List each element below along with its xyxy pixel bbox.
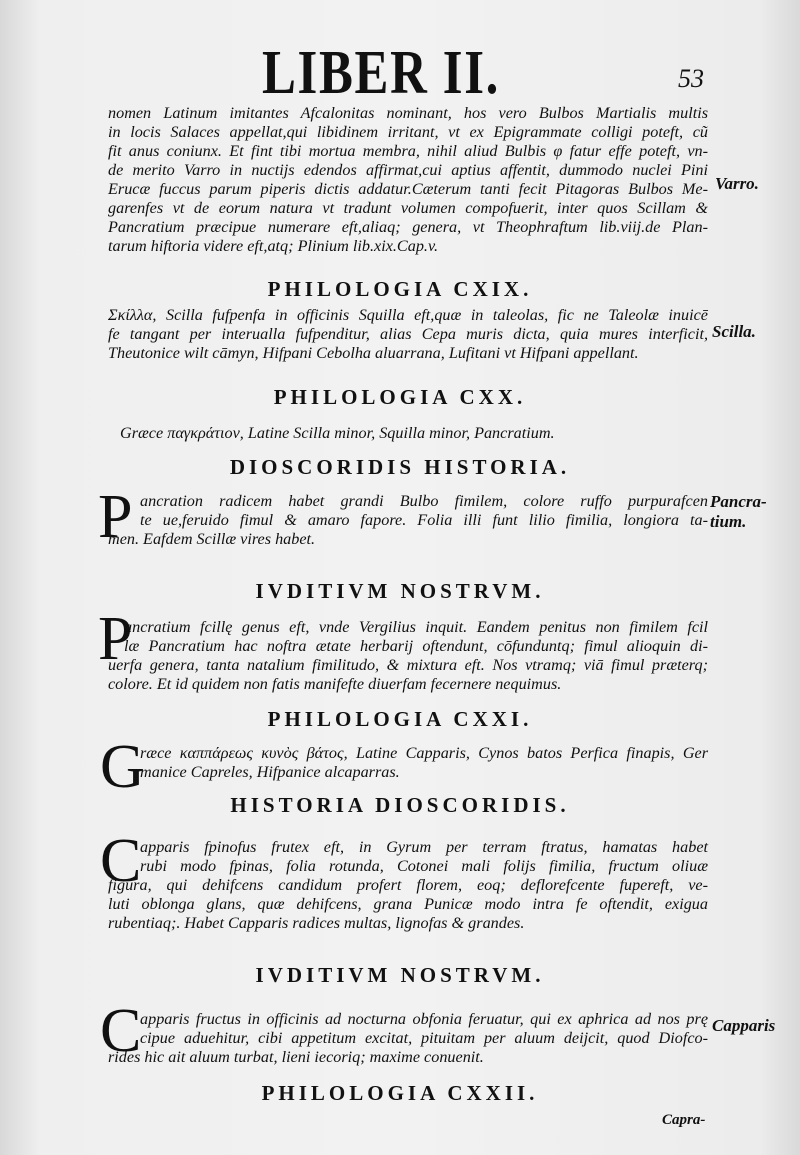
text-line: manice Capreles, Hifpanice alcaparras. bbox=[140, 763, 400, 781]
text-line: apparis fpinofus frutex eft, in Gyrum per terram ftratus, hamatas habet bbox=[140, 838, 708, 856]
margin-note-varro: Varro. bbox=[715, 174, 759, 193]
section-heading-iuditium-nostrum-2: IVDITIVM NOSTRVM. bbox=[255, 963, 545, 987]
paragraph-capparis-names bbox=[140, 744, 708, 782]
text-line: Pancratium præcipue numerare eft,aliaq; genera, vt Theophraftum lib.viij.de Plan- bbox=[108, 218, 708, 236]
text-line: Σκίλλα, Scilla fufpenfa in officinis Squilla eft,quæ in taleolas, fic ne Taleolæ inuicē bbox=[108, 306, 708, 324]
text-line: nomen Latinum imitantes Afcalonitas nominant, hos vero Bulbos Martialis multis bbox=[108, 104, 708, 122]
text-line: læ Pancratium hac noftra ætate herbarij oftendunt, cōfunduntq; fimul alioquin di- bbox=[124, 637, 708, 655]
catchword: Capra- bbox=[662, 1112, 706, 1128]
text-line: rides hic ait aluum turbat, lieni iecoriq; maxime conuenit. bbox=[108, 1048, 484, 1066]
section-heading-philologia-119: PHILOLOGIA CXIX. bbox=[267, 277, 533, 301]
text-line: cipue aduehitur, cibi appetitum excitat, pituitam per aluum deijcit, quod Diofco- bbox=[140, 1029, 708, 1047]
section-heading-philologia-122: PHILOLOGIA CXXII. bbox=[261, 1081, 539, 1105]
section-heading-iuditium-nostrum-1: IVDITIVM NOSTRVM. bbox=[255, 579, 545, 603]
text-line: luti oblonga glans, quæ dehifcens, grana Punicæ modo intra fe oftendit, exigua bbox=[108, 895, 708, 913]
drop-cap-c: C bbox=[100, 827, 142, 895]
drop-cap-p: P bbox=[98, 483, 133, 551]
section-heading-historia-dioscoridis: HISTORIA DIOSCORIDIS. bbox=[230, 793, 570, 817]
text-line: ræce καππάρεως κυνὸς βάτος, Latine Capparis, Cynos batos Perfica finapis, Ger bbox=[140, 744, 708, 762]
section-heading-dioscoridis-historia: DIOSCORIDIS HISTORIA. bbox=[229, 455, 571, 479]
drop-cap-c2: C bbox=[100, 997, 142, 1065]
text-line: garenfes vt de eorum natura vt tradunt volumen compofuerit, inter quos Scillam & bbox=[108, 199, 708, 217]
text-line: de merito Varro in nuctijs edendos affirmat,cui aptius affentit, dummodo nuclei Pini bbox=[108, 161, 708, 179]
paragraph-capparis-judgment bbox=[108, 1010, 708, 1067]
greek-latin-names-120 bbox=[120, 424, 680, 443]
paragraph-scilla bbox=[108, 306, 708, 363]
text-line: uerfa genera, tanta natalium fimilitudo, & mixtura eft. Nos vtramq; viā fimul præterq; bbox=[108, 656, 708, 674]
text-line: te ue,feruido fimul & amaro fapore. Folia illi funt lilio fimilia, longiora ta- bbox=[140, 511, 708, 529]
text-line: fe tangant per interualla fufpenditur, alias Cepa muris dicta, quia mures interficit, bbox=[108, 325, 708, 343]
text-line: Erucæ fuccus parum piperis dictis addatur.Cæterum tanti fecit Pitagoras Bulbos Me- bbox=[108, 180, 708, 198]
text-line: ancratium fcillę genus eft, vnde Vergilius inquit. Eandem penitus non fimilem fcil bbox=[124, 618, 708, 636]
drop-cap-g: G bbox=[100, 733, 145, 801]
text-line: figura, qui dehifcens candidum profert florem, eoq; deflorefcente fupereft, ve- bbox=[108, 876, 708, 894]
page-number: 53 bbox=[678, 64, 704, 93]
margin-note-line: tium. bbox=[710, 512, 747, 531]
margin-note-scilla: Scilla. bbox=[712, 322, 756, 341]
margin-note-pancratium bbox=[710, 492, 767, 532]
paragraph-pancratium-judgment bbox=[108, 618, 708, 694]
margin-note-capparis: Capparis bbox=[712, 1016, 776, 1035]
text-line: tarum hiftoria videre eft,atq; Plinium lib.xix.Cap.v. bbox=[108, 237, 438, 255]
running-head: LIBER II. bbox=[262, 39, 500, 107]
text-line: men. Eafdem Scillæ vires habet. bbox=[108, 530, 316, 548]
section-heading-philologia-121: PHILOLOGIA CXXI. bbox=[267, 707, 533, 731]
drop-cap-p2: P bbox=[98, 605, 133, 673]
text-line: rubi modo fpinas, folia rotunda, Cotonei mali folijs fimilia, fructum oliuæ bbox=[140, 857, 708, 875]
text-line: rubentiaq;. Habet Capparis radices multas, lignofas & grandes. bbox=[108, 914, 525, 932]
text-line: colore. Et id quidem non fatis manifefte diuerfam fecernere nequimus. bbox=[108, 675, 562, 693]
text-line: in locis Salaces appellat,qui libidinem irritant, vt ex Epigrammate colligi poteft, cũ bbox=[108, 123, 708, 141]
text-line: apparis fructus in officinis ad nocturna obfonia feruatur, qui ex aphrica ad nos prę bbox=[140, 1010, 708, 1028]
paragraph-capparis-description bbox=[108, 838, 708, 933]
text-line: Theutonice wilt cāmyn, Hifpani Cebolha aluarrana, Lufitani vt Hifpani appellant. bbox=[108, 344, 639, 362]
paragraph-bulbs bbox=[108, 104, 708, 256]
margin-note-line: Pancra- bbox=[710, 492, 767, 511]
page-header bbox=[0, 38, 800, 108]
section-heading-philologia-120: PHILOLOGIA CXX. bbox=[273, 385, 527, 409]
paragraph-pancration bbox=[108, 492, 708, 549]
text-line: ancration radicem habet grandi Bulbo fimilem, colore ruffo purpurafcen bbox=[140, 492, 708, 510]
text-line: fit anus coniunx. Et fint tibi mortua membra, nihil aliud Bulbis φ fatur effe poteft, vn- bbox=[108, 142, 708, 160]
text-line: Græce παγκράτιον, Latine Scilla minor, Squilla minor, Pancratium. bbox=[120, 424, 555, 442]
